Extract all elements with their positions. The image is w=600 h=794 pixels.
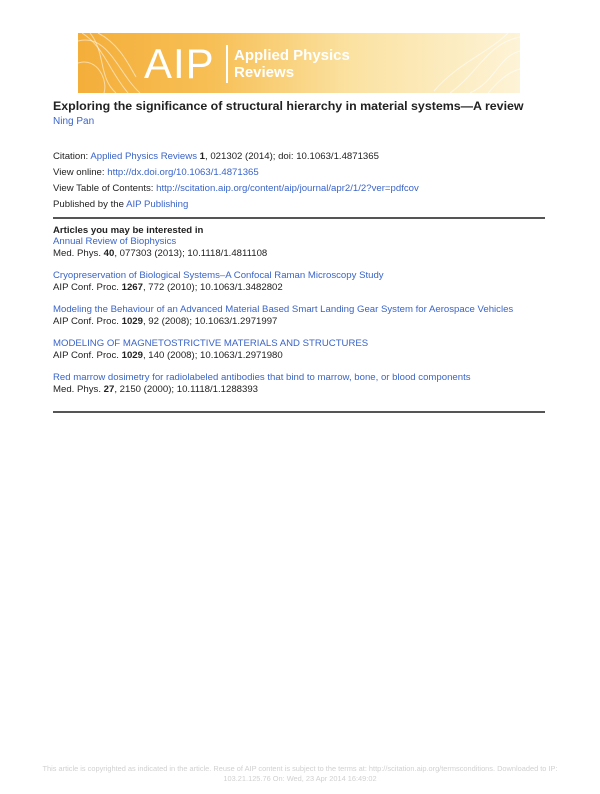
top-divider — [53, 217, 545, 219]
related-article — [53, 236, 545, 260]
view-online-link[interactable]: http://dx.doi.org/10.1063/1.4871365 — [107, 167, 259, 178]
journal-name — [234, 47, 350, 81]
footer-line2: 103.21.125.76 On: Wed, 23 Apr 2014 16:49:02 — [223, 774, 377, 783]
journal-banner[interactable] — [78, 33, 520, 93]
author-link[interactable]: Ning Pan — [53, 116, 95, 127]
related-article-link[interactable]: Cryopreservation of Biological Systems–A Confocal Raman Microscopy Study — [53, 270, 384, 281]
related-article-link[interactable]: MODELING OF MAGNETOSTRICTIVE MATERIALS AND STRUCTURES — [53, 338, 369, 349]
toc-label: View Table of Contents: — [53, 183, 154, 194]
view-online-row — [53, 165, 419, 181]
journal-name-line2: Reviews — [234, 64, 295, 81]
citation-volume: 1 — [199, 151, 206, 162]
related-article-citation: Med. Phys. 27, 2150 (2000); 10.1118/1.1288393 — [53, 384, 259, 395]
citation-label: Citation: — [53, 151, 89, 162]
bottom-divider — [53, 411, 545, 413]
related-articles — [53, 225, 545, 406]
related-article-link[interactable]: Red marrow dosimetry for radiolabeled antibodies that bind to marrow, bone, or blood components — [53, 372, 471, 383]
journal-name-line1: Applied Physics — [234, 47, 350, 64]
citation-block — [53, 149, 419, 213]
citation-journal-link[interactable]: Applied Physics Reviews — [90, 151, 197, 162]
citation-row — [53, 149, 419, 165]
related-article — [53, 372, 545, 396]
toc-link[interactable]: http://scitation.aip.org/content/aip/journal/apr2/1/2?ver=pdfcov — [156, 183, 419, 194]
article-title: Exploring the significance of structural hierarchy in material systems—A review — [53, 99, 524, 113]
footer-line1: This article is copyrighted as indicated in the article. Reuse of AIP content is subject to the terms at: http://scitation.aip.org/termsconditions. Downloaded to IP: — [42, 764, 558, 773]
related-article — [53, 304, 545, 328]
view-online-label: View online: — [53, 167, 105, 178]
related-article-link[interactable]: Modeling the Behaviour of an Advanced Material Based Smart Landing Gear System for Aerospace Vehicles — [53, 304, 514, 315]
related-article-citation: AIP Conf. Proc. 1029, 140 (2008); 10.1063/1.2971980 — [53, 350, 283, 361]
related-heading: Articles you may be interested in — [53, 225, 204, 236]
published-label: Published by the — [53, 199, 124, 210]
related-article-citation: AIP Conf. Proc. 1267, 772 (2010); 10.1063/1.3482802 — [53, 282, 283, 293]
related-article — [53, 338, 545, 362]
copyright-footer — [20, 764, 580, 784]
related-article-link[interactable]: Annual Review of Biophysics — [53, 236, 177, 247]
publisher-link[interactable]: AIP Publishing — [126, 199, 189, 210]
logo-divider — [226, 45, 228, 83]
related-article-citation: AIP Conf. Proc. 1029, 92 (2008); 10.1063/1.2971997 — [53, 316, 278, 327]
toc-row — [53, 181, 419, 197]
related-article — [53, 270, 545, 294]
publisher-row — [53, 197, 419, 213]
citation-details: , 021302 (2014); doi: 10.1063/1.4871365 — [205, 151, 379, 162]
related-article-citation: Med. Phys. 40, 077303 (2013); 10.1118/1.4811108 — [53, 248, 268, 259]
aip-logo: AIP — [144, 40, 215, 87]
